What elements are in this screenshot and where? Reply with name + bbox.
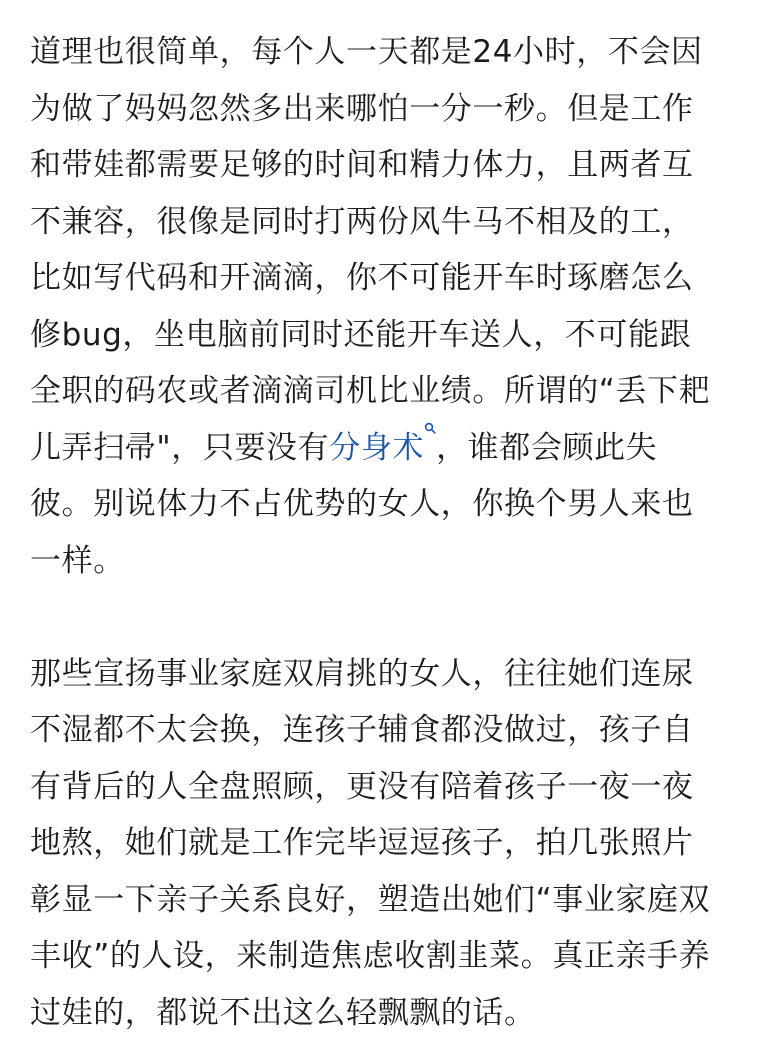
text-line (30, 420, 760, 477)
paragraph-2 (30, 646, 760, 1041)
search-icon (424, 420, 436, 450)
text-line: 道理也很简单，每个人一天都是24小时，不会因 (30, 24, 760, 81)
text-line: 全职的码农或者滴滴司机比业绩。所谓的“丢下耙 (30, 363, 760, 420)
text-line: 那些宣扬事业家庭双肩挑的女人，往往她们连尿 (30, 646, 760, 703)
text-line: 修bug，坐电脑前同时还能开车送人，不可能跟 (30, 307, 760, 364)
text-line: 地熬，她们就是工作完毕逗逗孩子，拍几张照片 (30, 815, 760, 872)
text-line: 一样。 (30, 533, 760, 590)
text-line: 彼。别说体力不占优势的女人，你换个男人来也 (30, 476, 760, 533)
search-link-fenshenshu[interactable] (329, 430, 436, 466)
text-line: 不兼容，很像是同时打两份风牛马不相及的工， (30, 194, 760, 251)
text-line: 和带娃都需要足够的时间和精力体力，且两者互 (30, 137, 760, 194)
text-line: 比如写代码和开滴滴，你不可能开车时琢磨怎么 (30, 250, 760, 307)
text-line: 彰显一下亲子关系良好，塑造出她们“事业家庭双 (30, 872, 760, 929)
text-line: 丰收”的人设，来制造焦虑收割韭菜。真正亲手养 (30, 928, 760, 985)
article-body (30, 24, 760, 1041)
text-line: 不湿都不太会换，连孩子辅食都没做过，孩子自 (30, 702, 760, 759)
paragraph-spacer (30, 589, 760, 646)
link-label: 分身术 (329, 430, 424, 466)
text-line: 有背后的人全盘照顾，更没有陪着孩子一夜一夜 (30, 759, 760, 816)
text-segment: ，谁都会顾此失 (436, 430, 657, 466)
paragraph-1 (30, 24, 760, 589)
text-line: 为做了妈妈忽然多出来哪怕一分一秒。但是工作 (30, 81, 760, 138)
text-line: 过娃的，都说不出这么轻飘飘的话。 (30, 985, 760, 1041)
text-segment: 儿弄扫帚"，只要没有 (30, 430, 329, 466)
